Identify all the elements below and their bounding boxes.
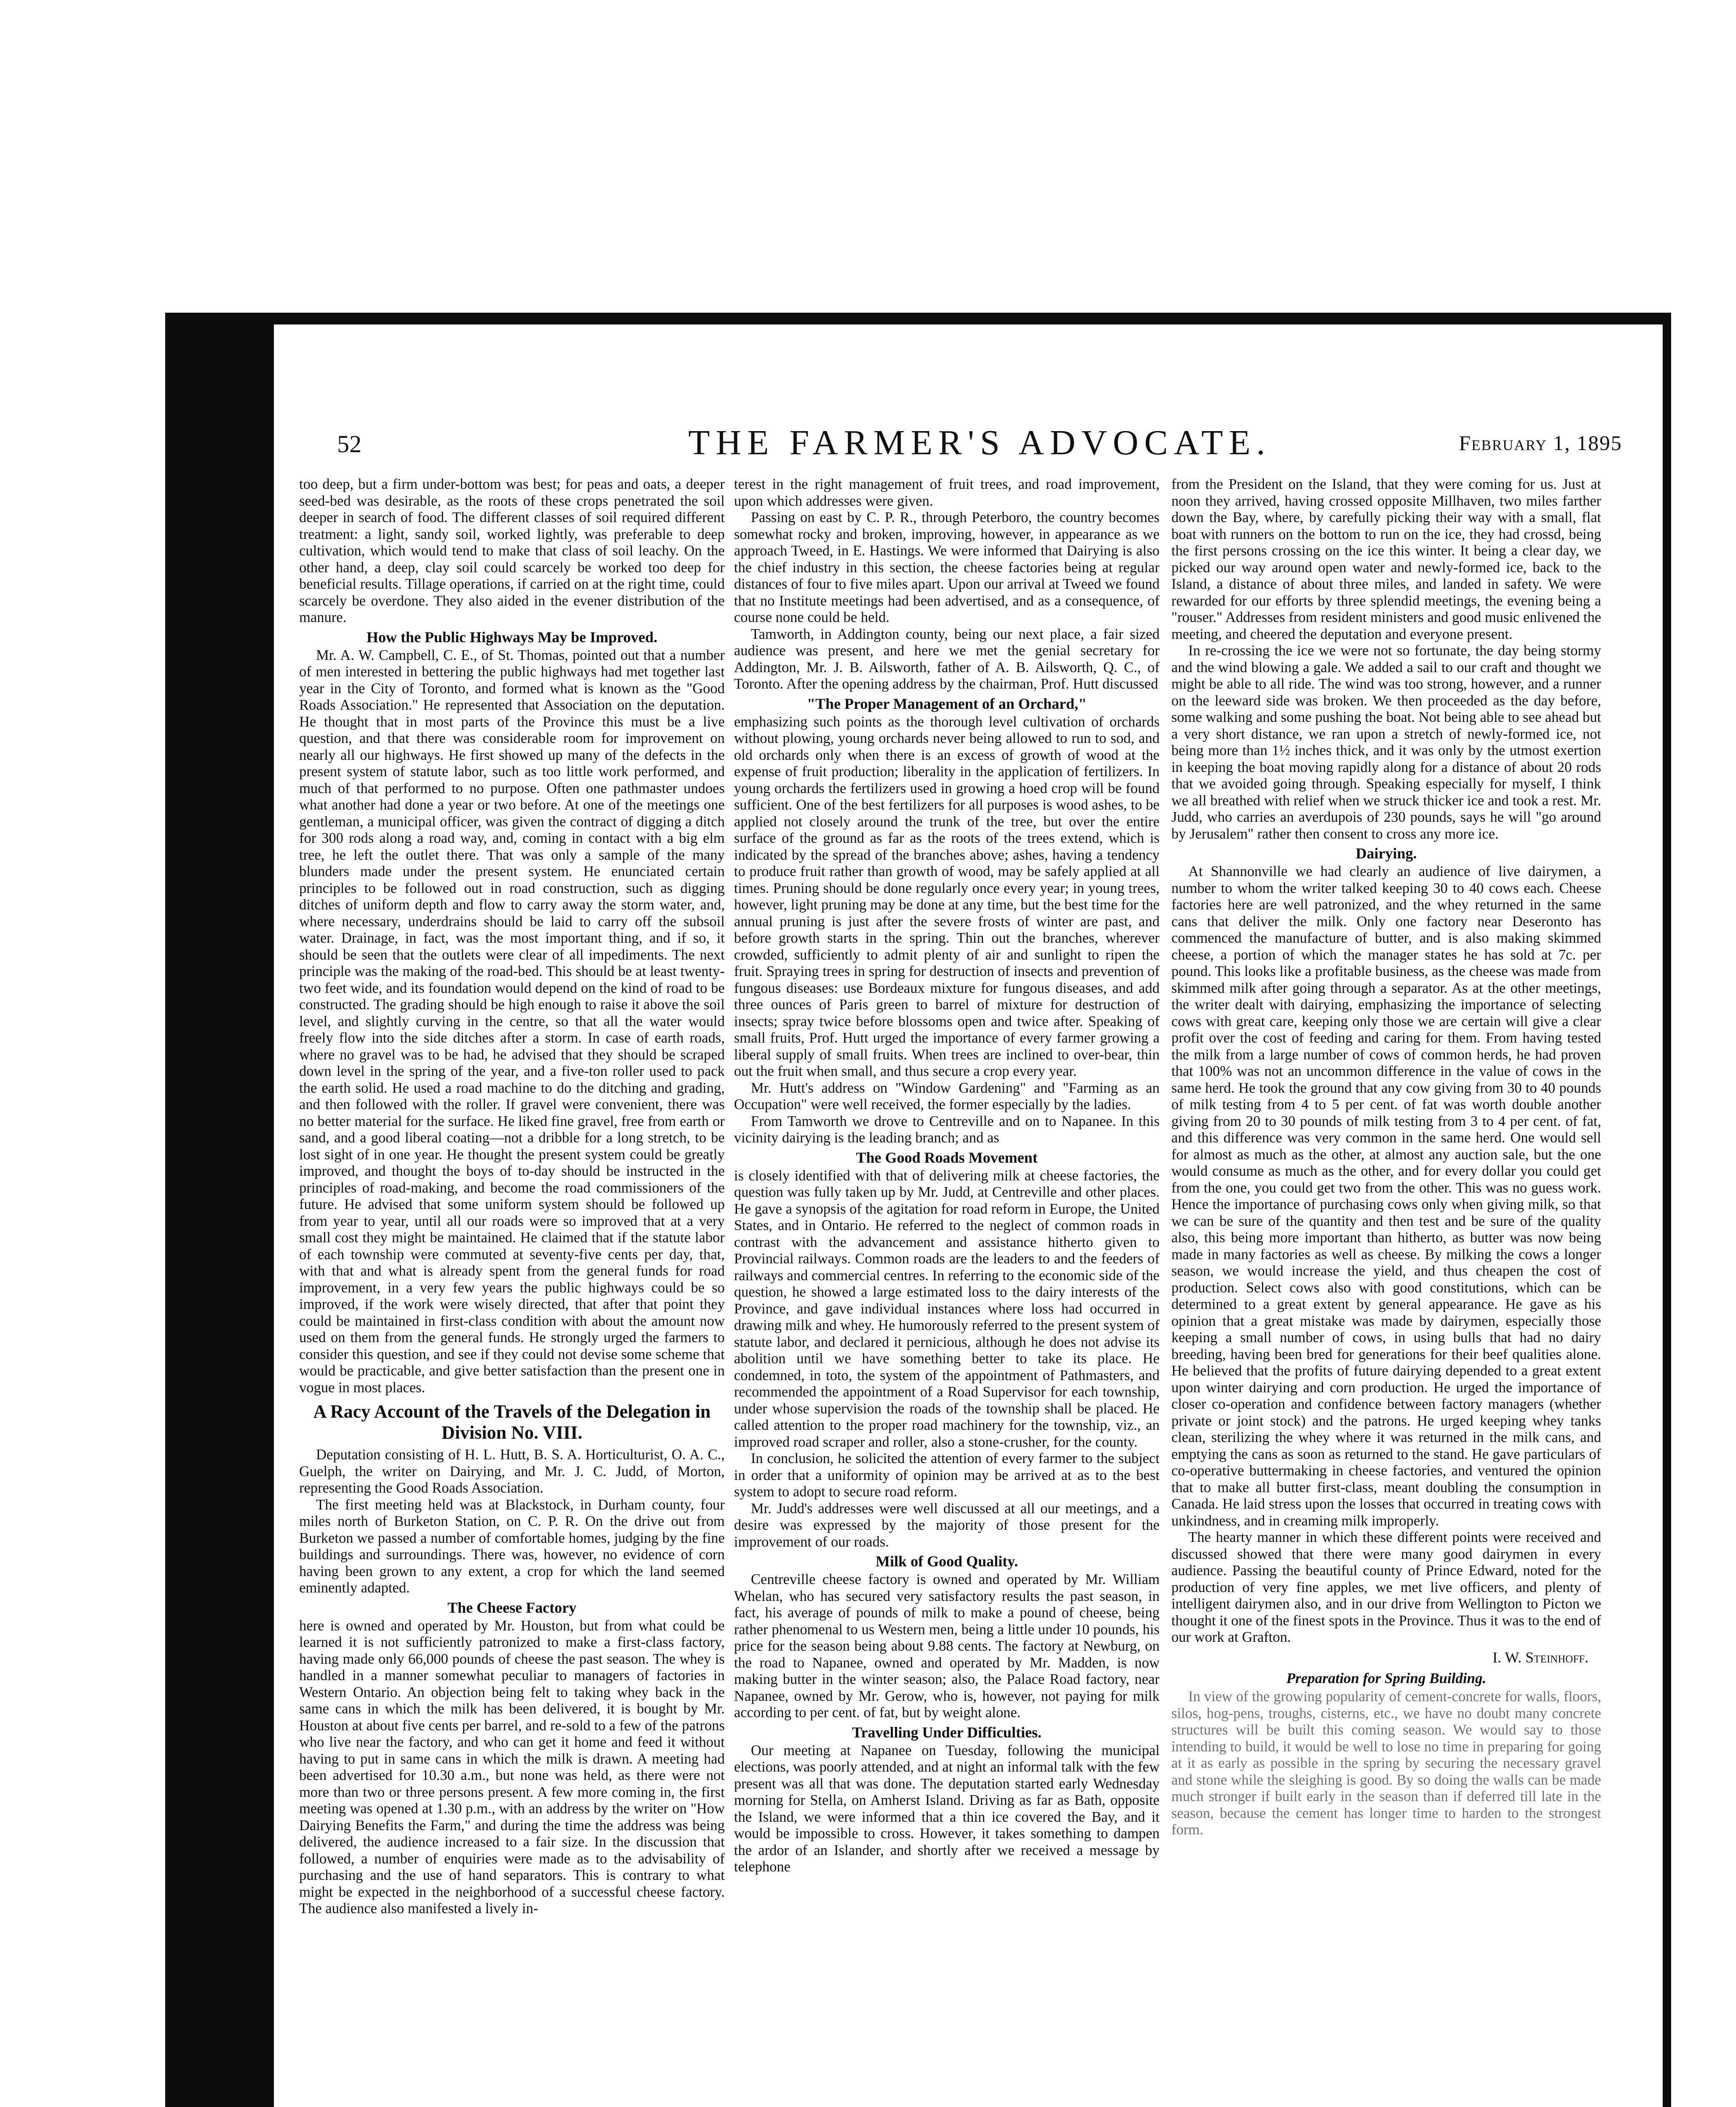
- section-heading: The Good Roads Movement: [856, 1149, 1038, 1166]
- paragraph: From Tamworth we drove to Centreville and on to Napanee. In this vicinity dairying is the leading branch; and as: [734, 1113, 1160, 1146]
- paragraph: The hearty manner in which these different points were received and discussed showed that there were many good dairymen in every audience. Passing the beautiful county of Prince Edward, noted for the production of very fine apples, we met live officers, and plenty of intelligent dairymen also, and in our drive from Wellington to Picton we thought it one of the finest spots in the Province. Thus it was to the end of our work at Grafton.: [1171, 1529, 1601, 1645]
- paragraph: Centreville cheese factory is owned and operated by Mr. William Whelan, who has secured very satisfactory results the past season, in fact, his average of pounds of milk to make a pound of cheese, being rather phenomenal to us Western men, being a little under 10 pounds, his price for the season being about 9.88 cents. The factory at Newburg, on the road to Napanee, owned and operated by Mr. Madden, is now making butter in the winter season; also, the Palace Road factory, near Napanee, owned by Mr. Gerow, who is, however, not paying for milk according to per cent. of fat, but by weight alone.: [734, 1571, 1160, 1721]
- paragraph: In view of the growing popularity of cement-concrete for walls, floors, silos, hog-pens, troughs, cisterns, etc., we have no doubt many concrete structures will be built this coming season. We would say to those intending to build, it would be well to lose no time in preparing for going at it as early as possible in the spring by securing the necessary gravel and stone while the sleighing is good. By so doing the walls can be made much stronger if built early in the season than if deferred till late in the season, because the cement has longer time to harden to the strongest form.: [1171, 1689, 1601, 1838]
- paragraph: terest in the right management of fruit trees, and road improvement, upon which addresses were given.: [734, 476, 1160, 509]
- paragraph: Tamworth, in Addington county, being our next place, a fair sized audience was present, and here we met the genial secretary for Addington, Mr. J. B. Ailsworth, father of A. B. Ailsworth, Q. C., of Toronto. After the opening address by the chairman, Prof. Hutt discussed: [734, 626, 1160, 692]
- article-column-1: [299, 476, 725, 2107]
- paragraph: The first meeting held was at Blackstock, in Durham county, four miles north of Burketon Station, on C. P. R. On the drive out from Burketon we passed a number of comfortable homes, judging by the fine buildings and surroundings. There was, however, no evidence of corn having been grown to any extent, a crop for which the land seemed eminently adapted.: [299, 1496, 725, 1596]
- section-heading: Milk of Good Quality.: [875, 1553, 1018, 1570]
- paragraph: from the President on the Island, that they were coming for us. Just at noon they arrived, having crossed opposite Millhaven, two miles farther down the Bay, where, by carefully picking their way with a small, flat boat with runners on the bottom to run on the ice, they had crossd, being the first persons crossing on the ice this winter. It being a clear day, we picked our way around open water and newly-formed ice, back to the Island, a distance of about three miles, and landed in safety. We were rewarded for our efforts by three splendid meetings, the evening being a "rouser." Addresses from resident ministers and good music enlivened the meeting, and cheered the deputation and everyone present.: [1171, 476, 1601, 642]
- paragraph: here is owned and operated by Mr. Houston, but from what could be learned it is not sufficiently patronized to make a first-class factory, having made only 66,000 pounds of cheese the past season. The whey is handled in a manner somewhat peculiar to managers of factories in Western Ontario. An objection being felt to taking whey back in the same cans in which the milk has been delivered, it is bought by Mr. Houston at about five cents per barrel, and re-sold to a few of the patrons who live near the factory, and who can get it home and feed it without having to put in same cans in which the milk is drawn. A meeting had been advertised for 10.30 a.m., but none was held, as there were not more than two or three persons present. A few more coming in, the first meeting was opened at 1.30 p.m., with an address by the writer on "How Dairying Benefits the Farm," and during the time the address was being delivered, the audience increased to a fair size. In the discussion that followed, a number of enquiries were made as to the advisability of purchasing and the use of hand separators. This is contrary to what might be expected in the neighborhood of a successful cheese factory. The audience also manifested a lively in-: [299, 1617, 725, 1917]
- author-signature: I. W. Steinhoff.: [1492, 1649, 1589, 1666]
- section-heading: "The Proper Management of an Orchard,": [807, 695, 1087, 712]
- section-heading: Dairying.: [1356, 845, 1417, 862]
- paragraph: Our meeting at Napanee on Tuesday, following the municipal elections, was poorly attended, and at night an informal talk with the few present was all that was done. The deputation started early Wednesday morning for Stella, on Amherst Island. Driving as far as Bath, opposite the Island, we were informed that a thin ice covered the Bay, and it would be impossible to cross. However, it takes something to dampen the ardor of an Islander, and shortly after we received a message by telephone: [734, 1742, 1160, 1875]
- paragraph: In conclusion, he solicited the attention of every farmer to the subject in order that a uniformity of opinion may be arrived at as to the best system to adopt to secure road reform.: [734, 1450, 1160, 1500]
- article-column-3: [1171, 476, 1601, 2107]
- section-heading: The Cheese Factory: [447, 1599, 576, 1616]
- paragraph: Mr. Judd's addresses were well discussed at all our meetings, and a desire was expressed by the majority of those present for the improvement of our roads.: [734, 1500, 1160, 1550]
- paragraph: too deep, but a firm under-bottom was best; for peas and oats, a deeper seed-bed was desirable, as the roots of these crops penetrated the soil deeper in search of food. The different classes of soil required different treatment: a light, sandy soil, worked lightly, was preferable to deep cultivation, which would tend to make that class of soil leachy. On the other hand, a deep, clay soil could scarcely be worked too deep for beneficial results. Tillage operations, if carried on at the right time, could scarcely be overdone. They also aided in the evener distribution of the manure.: [299, 476, 725, 625]
- masthead-title: THE FARMER'S ADVOCATE.: [688, 423, 1271, 462]
- page-number: 52: [337, 430, 362, 458]
- paragraph: In re-crossing the ice we were not so fortunate, the day being stormy and the wind blowing a gale. We added a sail to our craft and thought we might be able to all ride. The wind was too strong, however, and a runner on the leeward side was broken. We then proceeded as the day before, some walking and some pushing the boat. Not being able to see ahead but a very short distance, we ran upon a stretch of newly-formed ice, not being more than 1½ inches thick, and it was only by the utmost exertion in keeping the boat moving rapidly along for a distance of about 20 rods that we avoided going through. Speaking especially for myself, I think we all breathed with relief when we struck thicker ice and took a rest. Mr. Judd, who carries an averdupois of 230 pounds, says he will "go around by Jerusalem" rather then consent to cross any more ice.: [1171, 643, 1601, 842]
- newspaper-page: [274, 324, 1663, 2107]
- section-heading: Travelling Under Difficulties.: [852, 1724, 1042, 1741]
- issue-date: February 1, 1895: [1459, 431, 1622, 455]
- paragraph: Mr. Hutt's address on "Window Gardening" and "Farming as an Occupation" were well received, the former especially by the ladies.: [734, 1080, 1160, 1112]
- paragraph: Deputation consisting of H. L. Hutt, B. S. A. Horticulturist, O. A. C., Guelph, the writer on Dairying, and Mr. J. C. Judd, of Morton, representing the Good Roads Association.: [299, 1447, 725, 1496]
- paragraph: is closely identified with that of delivering milk at cheese factories, the question was fully taken up by Mr. Judd, at Centreville and other places. He gave a synopsis of the agitation for road reform in Europe, the United States, and in Ontario. He referred to the neglect of common roads in contrast with the advancement and assistance hitherto given to Provincial railways. Common roads are the leaders to and the feeders of railways and commercial centres. In referring to the economic side of the question, he showed a large estimated loss to the dairy interests of the Province, and gave individual instances where loss had occurred in drawing milk and whey. He humorously referred to the present system of statute labor, and declared it pernicious, although he does not advise its abolition until we have something better to take its place. He condemned, in toto, the system of the appointment of Pathmasters, and recommended the appointment of a Road Supervisor for each township, under whose supervision the roads of the township shall be placed. He called attention to the proper road machinery for the township, viz., an improved road scraper and roller, also a stone-crusher, for the county.: [734, 1167, 1160, 1450]
- section-heading: How the Public Highways May be Improved.: [366, 628, 658, 646]
- paragraph: Passing on east by C. P. R., through Peterboro, the country becomes somewhat rocky and broken, improving, however, in appearance as we approach Tweed, in E. Hastings. We were informed that Dairying is also the chief industry in this section, the cheese factories being at regular distances of four to five miles apart. Upon our arrival at Tweed we found that no Institute meetings had been advertised, and as a consequence, of course none could be held.: [734, 509, 1160, 625]
- article-headline: A Racy Account of the Travels of the Delegation in Division No. VIII.: [313, 1401, 711, 1443]
- article-headline: Preparation for Spring Building.: [1286, 1670, 1487, 1686]
- article-column-2: [734, 476, 1160, 2107]
- paragraph: At Shannonville we had clearly an audience of live dairymen, a number to whom the writer talked keeping 30 to 40 cows each. Cheese factories here are well patronized, and the whey returned in the same cans that deliver the milk. Only one factory near Deseronto has commenced the manufacture of butter, and is also making skimmed cheese, a portion of which the manager states he has sold at 7c. per pound. This looks like a profitable business, as the cheese was made from skimmed milk after going through a separator. As at the other meetings, the writer dealt with dairying, emphasizing the importance of selecting cows with great care, keeping only those we are certain will give a clear profit over the cost of feeding and caring for them. From having tested the milk from a large number of cows of common herds, he had proven that 100% was not an uncommon difference in the value of cows in the same herd. He took the ground that any cow giving from 30 to 40 pounds of milk testing from 4 to 5 per cent. of fat was worth double another giving from 20 to 30 pounds of milk testing from 3 to 4 per cent. of fat, and this difference was very common in the same herd. One would sell for almost as much as the other, at almost any auction sale, but the one would consume as much as the other, and for every dollar you could get from the one, you could get two from the other. This was no guess work. Hence the importance of purchasing cows only when giving milk, so that we can be sure of the quantity and then test and be sure of the quality also, this being more important than hitherto, as butter was now being made in many factories as well as cheese. By milking the cows a longer season, we would increase the yield, and thus cheapen the cost of production. Select cows also with good constitutions, which can be determined to a great extent by general appearance. He gave as his opinion that a great mistake was made by dairymen, especially those keeping a small number of cows, in using bulls that had no dairy breeding, having been bred for generations for their beef qualities alone. He believed that the profits of future dairying depended to a great extent upon winter dairying and corn production. He urged the importance of closer co-operation and confidence between factory managers (whether private or joint stock) and the patrons. He urged keeping whey tanks clean, sterilizing the whey where it was returned in the milk cans, and emptying the cans as soon as returned to the stand. He gave particulars of co-operative buttermaking in cheese factories, and ventured the opinion that to make all butter first-class, meant doubling the consumption in Canada. He laid stress upon the losses that occurred in treating cows with unkindness, and in creaming milk improperly.: [1171, 863, 1601, 1529]
- page-header: [337, 422, 1622, 473]
- paragraph: emphasizing such points as the thorough level cultivation of orchards without plowing, young orchards never being allowed to run to sod, and old orchards only when there is an excess of growth of wood at the expense of fruit production; liberality in the application of fertilizers. In young orchards the fertilizers used in growing a hoed crop will be found sufficient. One of the best fertilizers for all purposes is wood ashes, to be applied not closely around the trunk of the tree, but over the entire surface of the ground as far as the roots of the trees extend, which is indicated by the spread of the branches above; ashes, having a tendency to produce fruit rather than growth of wood, may be safely applied at all times. Pruning should be done regularly once every year; in young trees, however, light pruning may be done at any time, but the best time for the annual pruning is just after the severe frosts of winter are past, and before growth starts in the spring. Thin out the branches, wherever crowded, sufficiently to admit plenty of air and sunlight to ripen the fruit. Spraying trees in spring for destruction of insects and prevention of fungous diseases: use Bordeaux mixture for fungous diseases, and add three ounces of Paris green to barrel of mixture for destruction of insects; spray twice before blossoms open and twice after. Speaking of small fruits, Prof. Hutt urged the importance of every farmer growing a liberal supply of small fruits. When trees are inclined to over-bear, thin out the fruit when small, and thus secure a crop every year.: [734, 713, 1160, 1079]
- paragraph: Mr. A. W. Campbell, C. E., of St. Thomas, pointed out that a number of men interested in bettering the public highways had met together last year in the City of Toronto, and formed what is known as the "Good Roads Association." He represented that Association on the deputation. He thought that in most parts of the Province this must be a live question, and that there was considerable room for improvement on nearly all our highways. He first showed up many of the defects in the present system of statute labor, such as too little work performed, and much of that performed to no purpose. Often one pathmaster undoes what another had done a year or two before. At one of the meetings one gentleman, a municipal officer, was given the contract of digging a ditch for 300 rods along a road way, and, coming in contact with a big elm tree, he left the outlet there. That was only a sample of the many blunders made under the present system. He enunciated certain principles to be followed out in road construction, such as digging ditches of uniform depth and flow to carry away the storm water, and, where necessary, underdrains should be laid to carry off the subsoil water. Drainage, in fact, was the most important thing, and if so, it should be seen that the outlets were clear of all impediments. The next principle was the making of the road-bed. This should be at least twenty-two feet wide, and its foundation would depend on the kind of road to be constructed. The grading should be high enough to raise it above the soil level, and slightly curving in the centre, so that all the water would freely flow into the side ditches after a storm. In case of earth roads, where no gravel was to be had, he advised that they should be scraped down level in the spring of the year, and a five-ton roller used to pack the earth solid. He used a road machine to do the ditching and grading, and then followed with the roller. If gravel were convenient, there was no better material for the surface. He liked fine gravel, free from earth or sand, and a good liberal coating—not a dribble for a long stretch, to be lost sight of in one year. He thought the present system could be greatly improved, and thought the boys of to-day should be instructed in the principles of road-making, and become the road commissioners of the future. He advised that some uniform system should be followed up from year to year, until all our roads were so improved that at a very small cost they might be maintained. He claimed that if the statute labor of each township were commuted at seventy-five cents per day, that, with that and what is already spent from the general funds for road improvement, in a very few years the public highways could be so improved, if the work were wisely directed, that after that point they could be maintained in first-class condition with about the amount now used on them from the general funds. He strongly urged the farmers to consider this question, and see if they could not devise some scheme that would be practicable, and give better satisfaction than the present one in vogue in most places.: [299, 647, 725, 1396]
